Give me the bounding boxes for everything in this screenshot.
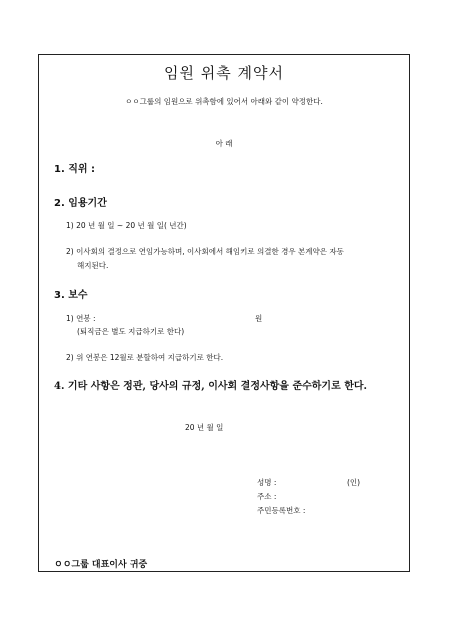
section-3-heading: 3. 보수 <box>54 290 88 301</box>
section-3-item-1-label: 1) 연봉 : <box>66 314 96 323</box>
below-header: 아 래 <box>215 139 233 148</box>
footer-addressee: ㅇㅇ그룹 대표이사 귀중 <box>54 560 148 570</box>
date-line: 20 년 월 일 <box>185 423 224 432</box>
signature-name-label: 성명 : <box>257 478 277 487</box>
signature-address-label: 주소 : <box>257 492 277 501</box>
signature-seal: (인) <box>347 478 361 487</box>
intro-text: ㅇㅇ그룹의 임원으로 위촉함에 있어서 아래와 같이 약정한다. <box>125 97 323 106</box>
contract-frame <box>38 54 410 572</box>
signature-resident-no-label: 주민등록번호 : <box>257 506 306 515</box>
section-3-item-1-note: (퇴직금은 별도 지급하기로 한다) <box>77 327 185 336</box>
section-4-heading: 4. 기타 사항은 정관, 당사의 규정, 이사회 결정사항을 준수하기로 한다. <box>54 381 368 392</box>
section-2-item-2-line-2: 해지된다. <box>77 261 109 270</box>
document-title: 임원 위촉 계약서 <box>164 64 284 82</box>
section-2-heading: 2. 임용기간 <box>54 198 107 209</box>
section-2-item-2-line-1: 2) 이사회의 결정으로 연임가능하며, 이사회에서 해임키로 의결한 경우 본계약은 자동 <box>66 247 344 256</box>
section-1-heading: 1. 직위 : <box>54 164 96 175</box>
section-3-item-1-unit: 원 <box>255 314 263 323</box>
section-3-item-2: 2) 위 연봉은 12월로 분할하여 지급하기로 한다. <box>66 353 224 362</box>
section-2-item-1: 1) 20 년 월 일 ~ 20 년 월 일( 년간) <box>66 221 187 230</box>
